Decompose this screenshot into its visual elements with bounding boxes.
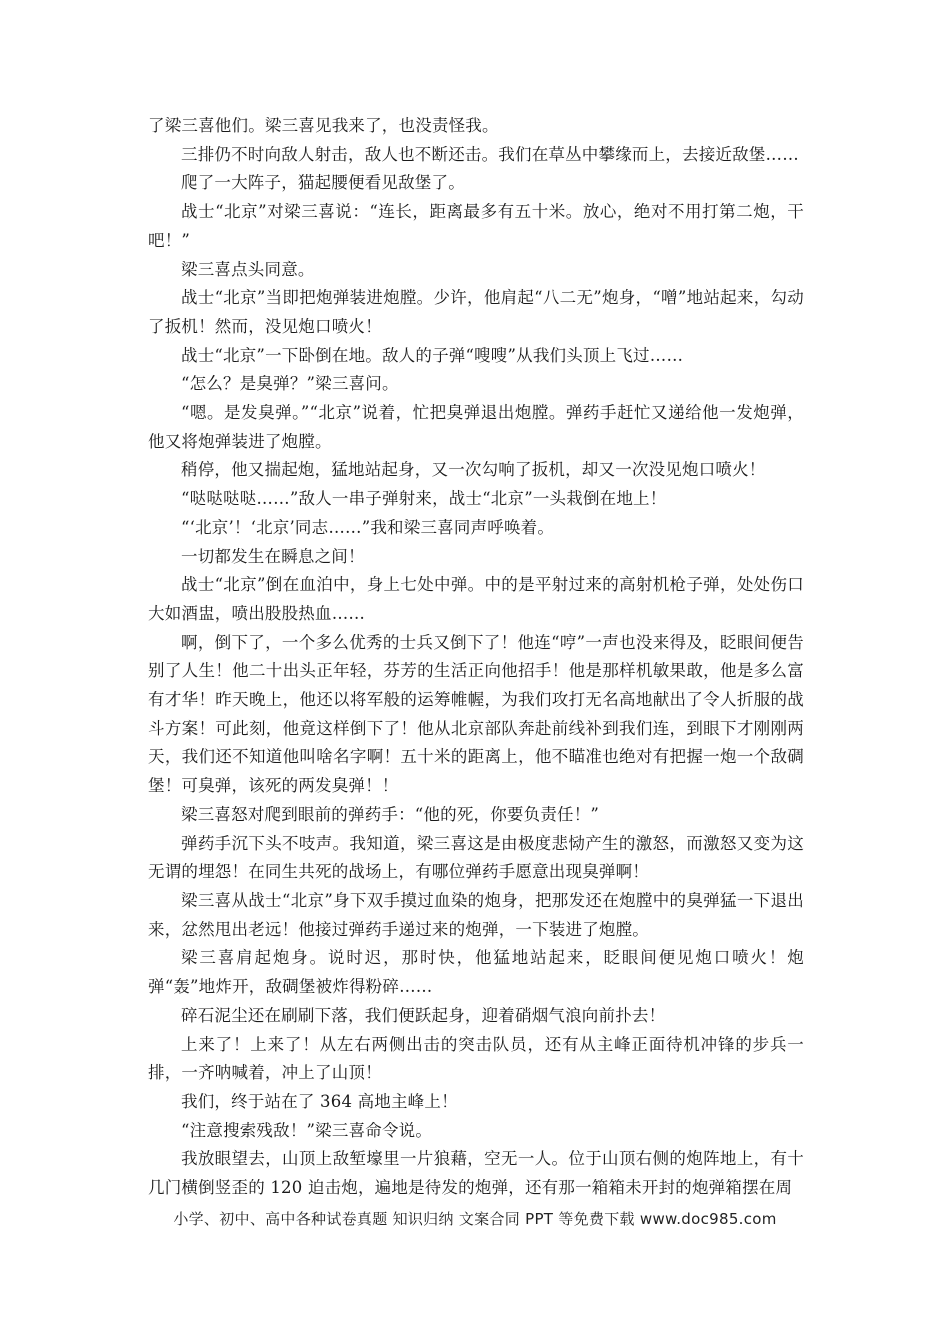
paragraph: 三排仍不时向敌人射击，敌人也不断还击。我们在草丛中攀缘而上，去接近敌堡…… [181,144,799,164]
paragraph: “哒哒哒哒……”敌人一串子弹射来，战士“北京”一头栽倒在地上！ [181,489,667,509]
paragraph: “注意搜索残敌！”梁三喜命令说。 [181,1120,433,1140]
paragraph: 一切都发生在瞬息之间！ [181,546,365,566]
paragraph: “‘北京’！‘北京’同志……”我和梁三喜同声呼唤着。 [181,517,555,537]
paragraph: 战士“北京”当即把炮弹装进炮膛。少许，他肩起“八二无”炮身，“噌”地站起来，勾动了扳机！然而，没见炮口喷火！ [148,288,804,336]
paragraph: 战士“北京”一下卧倒在地。敌人的子弹“嗖嗖”从我们头顶上飞过…… [181,345,684,365]
paragraph: 梁三喜肩起炮身。说时迟，那时快，他猛地站起来，眨眼间便见炮口喷火！炮弹“轰”地炸开，敌碉堡被炸得粉碎…… [148,948,804,997]
page-footer: 小学、初中、高中各种试卷真题 知识归纳 文案合同 PPT 等免费下载 www.doc985.com [173,1210,777,1228]
paragraph: 我放眼望去，山顶上敌堑壕里一片狼藉，空无一人。位于山顶右侧的炮阵地上，有十几门横倒竖歪的 120 迫击炮，遍地是待发的炮弹，还有那一箱箱未开封的炮弹箱摆在周 [148,1149,804,1198]
body-text [148,112,804,1203]
paragraph: 稍停，他又揣起炮，猛地站起身，又一次勾响了扳机，却又一次没见炮口喷火！ [181,460,766,480]
paragraph: 战士“北京”倒在血泊中，身上七处中弹。中的是平射过来的高射机枪子弹，处处伤口大如酒盅，喷出股股热血…… [148,575,804,623]
paragraph: 战士“北京”对梁三喜说：“连长，距离最多有五十米。放心，绝对不用打第二炮，干吧！” [148,202,804,250]
paragraph: 弹药手沉下头不吱声。我知道，梁三喜这是由极度悲恸产生的激怒，而激怒又变为这无谓的埋怨！在同生共死的战场上，有哪位弹药手愿意出现臭弹啊！ [148,833,804,882]
paragraph: “怎么？是臭弹？”梁三喜问。 [181,374,399,394]
paragraph: 上来了！上来了！从左右两侧出击的突击队员，还有从主峰正面待机冲锋的步兵一排，一齐呐喊着，冲上了山顶！ [148,1034,804,1083]
paragraph: 我们，终于站在了 364 高地主峰上！ [181,1091,458,1111]
paragraph: 碎石泥尘还在刷刷下落，我们便跃起身，迎着硝烟气浪向前扑去！ [181,1005,666,1025]
paragraph: 梁三喜怒对爬到眼前的弹药手：“他的死，你要负责任！” [181,804,600,824]
paragraph: 了梁三喜他们。梁三喜见我来了，也没责怪我。 [148,116,499,135]
paragraph: “嗯。是发臭弹。”“北京”说着，忙把臭弹退出炮膛。弹药手赶忙又递给他一发炮弹，他又将炮弹装进了炮膛。 [148,403,804,451]
paragraph: 梁三喜从战士“北京”身下双手摸过血染的炮身，把那发还在炮膛中的臭弹猛一下退出来，忿然甩出老远！他接过弹药手递过来的炮弹，一下装进了炮膛。 [148,890,804,939]
paragraph: 梁三喜点头同意。 [181,259,315,279]
paragraph: 啊，倒下了，一个多么优秀的士兵又倒下了！他连“哼”一声也没来得及，眨眼间便告别了人生！他二十出头正年轻，芬芳的生活正向他招手！他是那样机敏果敢，他是多么富有才华！昨天晚上，他还以将军般的运筹帷幄，为我们攻打无名高地献出了令人折服的战斗方案！可此刻，他竟这样倒下了！他从北京部队奔赴前线补到我们连，到眼下才刚刚两天，我们还不知道他叫啥名字啊！五十米的距离上，他不瞄准也绝对有把握一炮一个敌碉堡！可臭弹，该死的两发臭弹！！ [148,632,804,796]
paragraph: 爬了一大阵子，猫起腰便看见敌堡了。 [181,173,465,193]
